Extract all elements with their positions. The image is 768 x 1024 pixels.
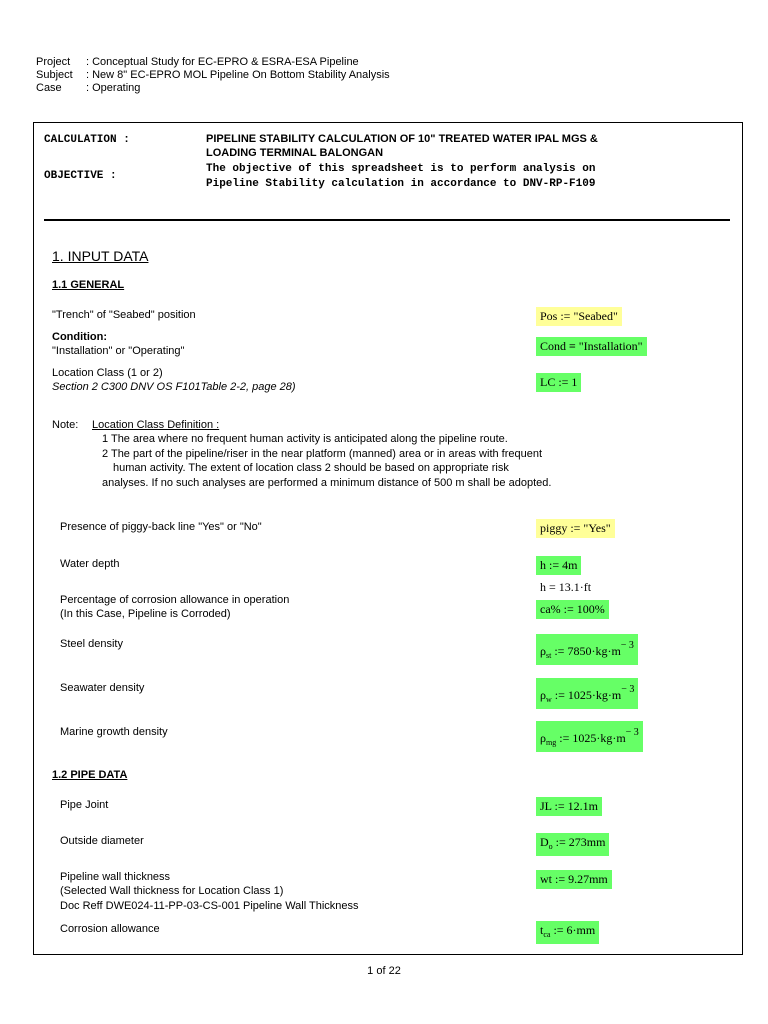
wall-thickness-ref: Doc Reff DWE024-11-PP-03-CS-001 Pipeline Wall Thickness xyxy=(60,900,359,912)
calculation-frame xyxy=(33,122,743,955)
note-item-2c: analyses. If no such analyses are performed a minimum distance of 500 m shall be adopted. xyxy=(102,477,552,489)
steel-density-value: $\rho_{st}$ := $7850\cdot kg\cdot m^{- 3}$ xyxy=(536,634,638,665)
seawater-density-value: $\rho_w$ := $1025\cdot kg\cdot m^{- 3}$ xyxy=(536,678,638,709)
condition-value: Cond ≡ "Installation" xyxy=(536,337,647,356)
location-class-value: LC := 1 xyxy=(536,373,581,392)
corrosion-pct-value: ca% := 100% xyxy=(536,600,609,619)
note-item-2a: 2 The part of the pipeline/riser in the near platform (manned) area or in areas with frequent xyxy=(102,448,543,460)
condition-label: "Installation" or "Operating" xyxy=(52,345,185,357)
steel-density-label: Steel density xyxy=(60,638,123,650)
water-depth-label: Water depth xyxy=(60,558,120,570)
position-value: Pos := "Seabed" xyxy=(536,307,622,326)
calculation-title-1: PIPELINE STABILITY CALCULATION OF 10" TREATED WATER IPAL MGS & xyxy=(206,133,598,145)
condition-title: Condition: xyxy=(52,331,107,343)
water-depth-value: h := 4m xyxy=(536,556,581,575)
position-label: "Trench" of "Seabed" position xyxy=(52,309,196,321)
case-line: Case : Operating xyxy=(36,82,141,94)
wall-thickness-note: (Selected Wall thickness for Location Class 1) xyxy=(60,885,284,897)
project-line: Project : Conceptual Study for EC-EPRO & ESRA-ESA Pipeline xyxy=(36,56,359,68)
seawater-density-label: Seawater density xyxy=(60,682,145,694)
section-pipe-data: 1.2 PIPE DATA xyxy=(52,769,128,781)
note-item-2b: human activity. The extent of location class 2 should be based on appropriate risk xyxy=(113,462,509,474)
note-key: Note: xyxy=(52,419,79,431)
water-depth-result: h = 13.1·ft xyxy=(540,580,592,594)
piggy-label: Presence of piggy-back line "Yes" or "No" xyxy=(60,521,262,533)
outside-diameter-value: $D_o$ := 273mm xyxy=(536,833,609,856)
marine-growth-density-value: $\rho_{mg}$ := $1025\cdot kg\cdot m^{- 3}$ xyxy=(536,721,643,752)
subject-line: Subject : New 8" EC-EPRO MOL Pipeline On Bottom Stability Analysis xyxy=(36,69,390,81)
corrosion-allowance-value: $t_{ca}$ := 6·mm xyxy=(536,921,599,944)
location-class-label: Location Class (1 or 2) xyxy=(52,367,163,379)
note-title: Location Class Definition : xyxy=(92,419,220,431)
marine-growth-density-label: Marine growth density xyxy=(60,726,168,738)
wall-thickness-value: wt := 9.27mm xyxy=(536,870,612,889)
note-item-1: 1 The area where no frequent human activity is anticipated along the pipeline route. xyxy=(102,433,508,445)
corrosion-pct-note: (In this Case, Pipeline is Corroded) xyxy=(60,608,231,620)
piggy-value: piggy := "Yes" xyxy=(536,519,615,538)
section-general: 1.1 GENERAL xyxy=(52,279,125,291)
objective-key: OBJECTIVE : xyxy=(44,170,117,182)
section-input-data: 1. INPUT DATA xyxy=(52,248,149,264)
calculation-title-2: LOADING TERMINAL BALONGAN xyxy=(206,147,384,159)
page-number: 1 of 22 xyxy=(367,965,401,977)
divider xyxy=(44,219,730,221)
objective-line-2: Pipeline Stability calculation in accordance to DNV-RP-F109 xyxy=(206,178,596,190)
corrosion-allowance-label: Corrosion allowance xyxy=(60,923,160,935)
calculation-key: CALCULATION : xyxy=(44,134,130,146)
objective-line-1: The objective of this spreadsheet is to perform analysis on xyxy=(206,163,596,175)
location-class-ref: Section 2 C300 DNV OS F101Table 2-2, page 28) xyxy=(52,381,296,393)
pipe-joint-label: Pipe Joint xyxy=(60,799,109,811)
wall-thickness-label: Pipeline wall thickness xyxy=(60,871,171,883)
pipe-joint-value: JL := 12.1m xyxy=(536,797,602,816)
outside-diameter-label: Outside diameter xyxy=(60,835,144,847)
corrosion-pct-label: Percentage of corrosion allowance in operation xyxy=(60,594,290,606)
